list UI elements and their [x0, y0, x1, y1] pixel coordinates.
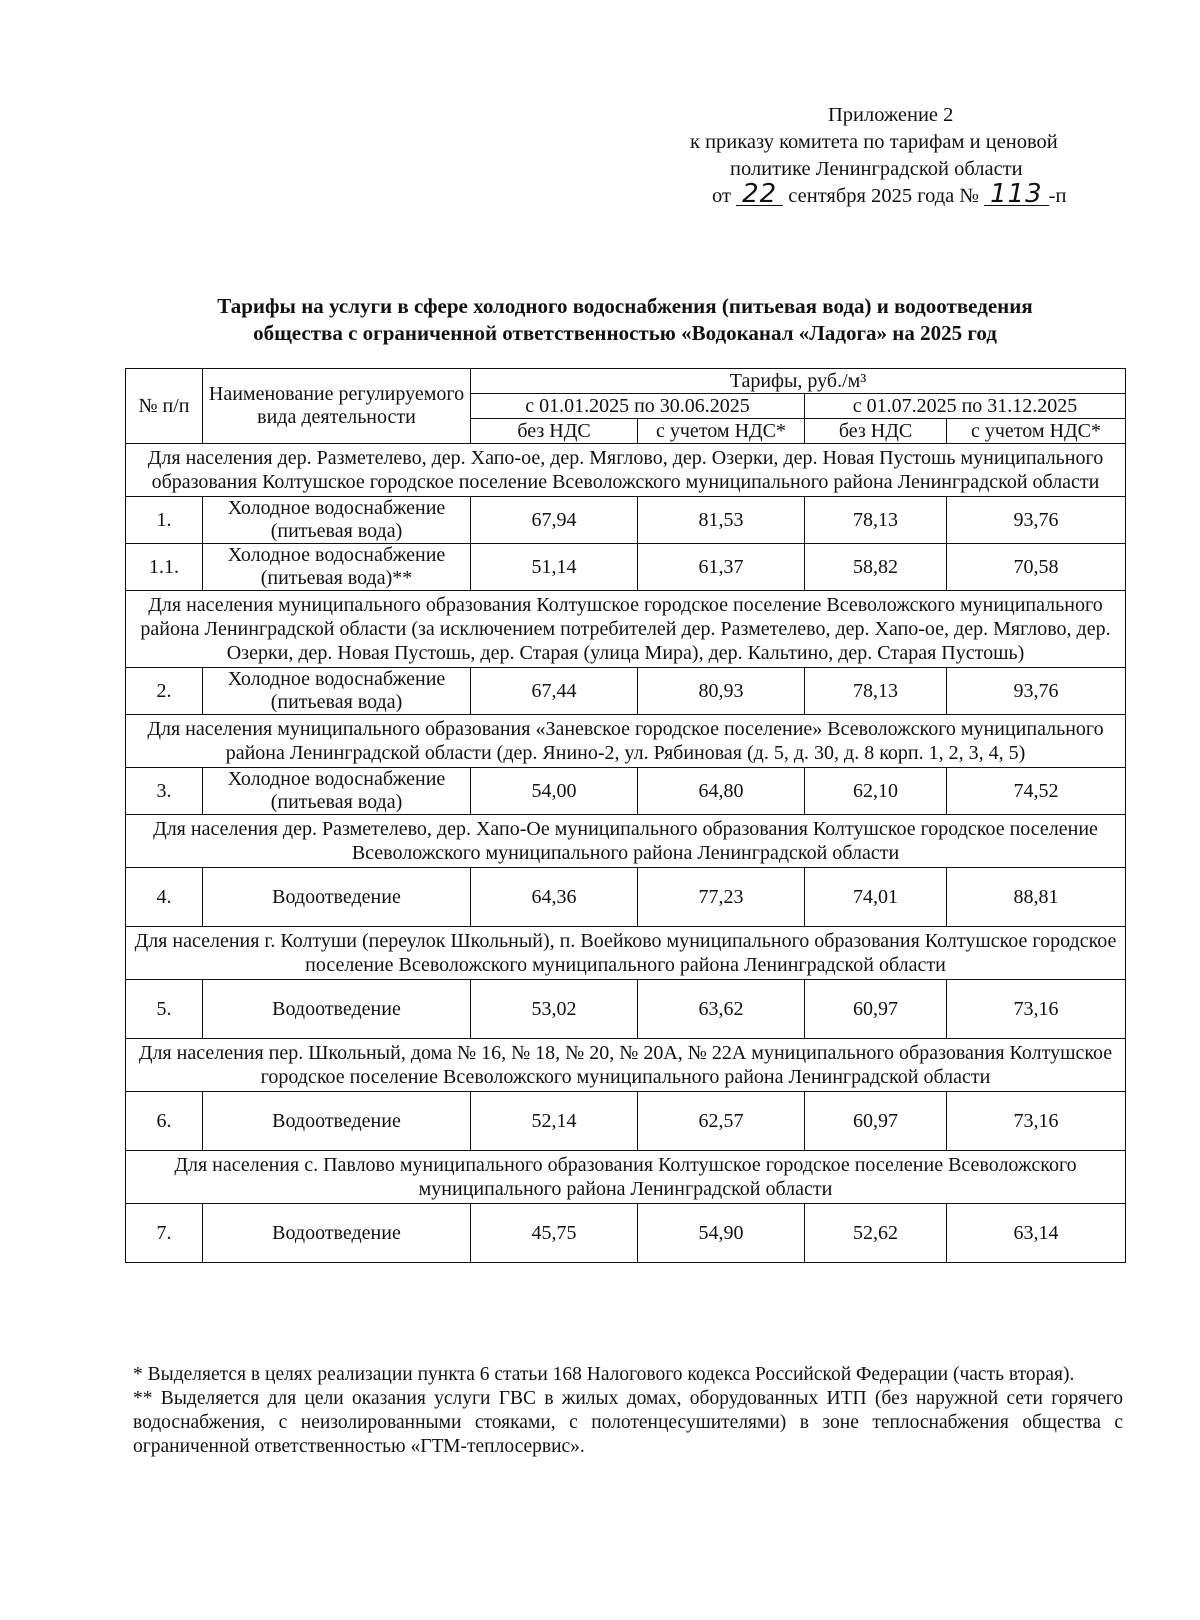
- footnote-hot-water: ** Выделяется для цели оказания услуги ГВС в жилых домах, оборудованных ИТП (без наружной сети горячего водоснабжения, с неизолированными стояками, с полотенцесушителями) в зоне теплоснабжения общества с ограниченной ответственностью «ГТМ-теплосервис».: [133, 1388, 1123, 1457]
- service-name: Холодное водоснабжение (питьевая вода): [203, 497, 471, 544]
- group-heading-row: [126, 927, 1126, 980]
- service-name: Холодное водоснабжение (питьевая вода)**: [203, 544, 471, 591]
- header-p2-with-vat: с учетом НДС*: [947, 419, 1126, 444]
- group-heading: Для населения муниципального образования Колтушское городское поселение Всеволожского муниципального района Ленинградской области (за исключением потребителей дер. Разметелево, дер. Хапо-ое, дер. Мяглово, дер. Озерки, дер. Новая Пустошь, дер. Старая (улица Мира), дер. Кальтино, дер. Старая Пустошь): [126, 591, 1126, 668]
- tariff-p2-with-vat: 73,16: [947, 1092, 1126, 1151]
- table-row: [126, 1204, 1126, 1263]
- table-row: [126, 1092, 1126, 1151]
- header-num: № п/п: [126, 369, 203, 444]
- tariff-p2-with-vat: 93,76: [947, 497, 1126, 544]
- group-heading: Для населения с. Павлово муниципального образования Колтушское городское поселение Всеволожского муниципального района Ленинградской области: [126, 1151, 1126, 1204]
- group-heading: Для населения муниципального образования «Заневское городское поселение» Всеволожского муниципального района Ленинградской области (дер. Янино-2, ул. Рябиновая (д. 5, д. 30, д. 8 корп. 1, 2, 3, 4, 5): [126, 715, 1126, 768]
- tariff-p2-no-vat: 78,13: [805, 497, 947, 544]
- tariff-p1-with-vat: 64,80: [638, 768, 805, 815]
- appendix-committee: политике Ленинградской области: [730, 158, 1023, 180]
- tariff-p2-with-vat: 73,16: [947, 980, 1126, 1039]
- tariff-p2-with-vat: 70,58: [947, 544, 1126, 591]
- tariff-p1-with-vat: 80,93: [638, 668, 805, 715]
- group-heading: Для населения дер. Разметелево, дер. Хапо-Ое муниципального образования Колтушское городское поселение Всеволожского муниципального района Ленинградской области: [126, 815, 1126, 868]
- table-row: [126, 497, 1126, 544]
- tariff-p2-no-vat: 74,01: [805, 868, 947, 927]
- tariff-p2-no-vat: 58,82: [805, 544, 947, 591]
- table-row: [126, 868, 1126, 927]
- footnote-vat: * Выделяется в целях реализации пункта 6 статьи 168 Налогового кодекса Российской Федерации (часть вторая).: [133, 1364, 1075, 1385]
- group-heading-row: [126, 815, 1126, 868]
- table-row: [126, 980, 1126, 1039]
- table-row: [126, 768, 1126, 815]
- tariff-p1-no-vat: 53,02: [471, 980, 638, 1039]
- tariff-p1-with-vat: 81,53: [638, 497, 805, 544]
- header-period-1: с 01.01.2025 по 30.06.2025: [471, 394, 805, 419]
- tariff-p2-no-vat: 62,10: [805, 768, 947, 815]
- group-heading-row: [126, 715, 1126, 768]
- group-heading: Для населения дер. Разметелево, дер. Хапо-ое, дер. Мяглово, дер. Озерки, дер. Новая Пустошь муниципального образования Колтушское городское поселение Всеволожского муниципального района Ленинградской области: [126, 444, 1126, 497]
- tariff-p1-with-vat: 62,57: [638, 1092, 805, 1151]
- header-period-2: с 01.07.2025 по 31.12.2025: [805, 394, 1126, 419]
- header-activity: Наименование регулируемого вида деятельности: [203, 369, 471, 444]
- tariff-p2-with-vat: 88,81: [947, 868, 1126, 927]
- handwritten-order-number: 113: [984, 183, 1049, 206]
- title-line-2: общества с ограниченной ответственностью «Водоканал «Ладога» на 2025 год: [253, 321, 997, 345]
- header-p2-no-vat: без НДС: [805, 419, 947, 444]
- appendix-title: Приложение 2: [828, 104, 954, 126]
- tariff-p1-no-vat: 52,14: [471, 1092, 638, 1151]
- service-name: Водоотведение: [203, 1204, 471, 1263]
- row-number: 6.: [126, 1092, 203, 1151]
- tariff-p1-no-vat: 54,00: [471, 768, 638, 815]
- header-p1-no-vat: без НДС: [471, 419, 638, 444]
- row-number: 5.: [126, 980, 203, 1039]
- row-number: 1.: [126, 497, 203, 544]
- tariff-p1-with-vat: 54,90: [638, 1204, 805, 1263]
- tariff-p2-with-vat: 93,76: [947, 668, 1126, 715]
- row-number: 2.: [126, 668, 203, 715]
- tariff-p1-no-vat: 64,36: [471, 868, 638, 927]
- group-heading-row: [126, 444, 1126, 497]
- service-name: Водоотведение: [203, 980, 471, 1039]
- table-row: [126, 668, 1126, 715]
- row-number: 7.: [126, 1204, 203, 1263]
- date-prefix: от: [712, 185, 731, 207]
- tariff-table: [125, 368, 1126, 1263]
- service-name: Холодное водоснабжение (питьевая вода): [203, 668, 471, 715]
- date-middle: сентября 2025 года №: [788, 185, 979, 207]
- title-line-1: Тарифы на услуги в сфере холодного водоснабжения (питьевая вода) и водоотведения: [217, 294, 1033, 318]
- row-number: 4.: [126, 868, 203, 927]
- appendix-header: [690, 102, 1170, 210]
- order-suffix: -п: [1048, 185, 1067, 207]
- tariff-p1-with-vat: 61,37: [638, 544, 805, 591]
- tariff-p1-no-vat: 51,14: [471, 544, 638, 591]
- tariff-p2-with-vat: 74,52: [947, 768, 1126, 815]
- group-heading-row: [126, 591, 1126, 668]
- service-name: Холодное водоснабжение (питьевая вода): [203, 768, 471, 815]
- service-name: Водоотведение: [203, 1092, 471, 1151]
- tariff-p2-no-vat: 52,62: [805, 1204, 947, 1263]
- footnotes: [133, 1363, 1123, 1459]
- tariff-p2-no-vat: 78,13: [805, 668, 947, 715]
- service-name: Водоотведение: [203, 868, 471, 927]
- tariff-p1-with-vat: 77,23: [638, 868, 805, 927]
- group-heading: Для населения пер. Школьный, дома № 16, № 18, № 20, № 20А, № 22А муниципального образования Колтушское городское поселение Всеволожского муниципального района Ленинградской области: [126, 1039, 1126, 1092]
- row-number: 1.1.: [126, 544, 203, 591]
- handwritten-day: 22: [736, 183, 783, 206]
- tariff-p1-no-vat: 67,94: [471, 497, 638, 544]
- appendix-date-line: [690, 179, 1170, 210]
- tariff-p1-with-vat: 63,62: [638, 980, 805, 1039]
- group-heading-row: [126, 1151, 1126, 1204]
- tariff-p2-no-vat: 60,97: [805, 1092, 947, 1151]
- header-p1-with-vat: с учетом НДС*: [638, 419, 805, 444]
- header-tariffs: Тарифы, руб./м³: [471, 369, 1126, 394]
- tariff-p2-no-vat: 60,97: [805, 980, 947, 1039]
- header-row-1: [126, 369, 1126, 394]
- appendix-order-ref: к приказу комитета по тарифам и ценовой: [690, 131, 1058, 153]
- tariff-p2-with-vat: 63,14: [947, 1204, 1126, 1263]
- table-row: [126, 544, 1126, 591]
- group-heading-row: [126, 1039, 1126, 1092]
- group-heading: Для населения г. Колтуши (переулок Школьный), п. Воейково муниципального образования Колтушское городское поселение Всеволожского муниципального района Ленинградской области: [126, 927, 1126, 980]
- tariff-p1-no-vat: 45,75: [471, 1204, 638, 1263]
- document-title: [120, 293, 1130, 347]
- row-number: 3.: [126, 768, 203, 815]
- tariff-p1-no-vat: 67,44: [471, 668, 638, 715]
